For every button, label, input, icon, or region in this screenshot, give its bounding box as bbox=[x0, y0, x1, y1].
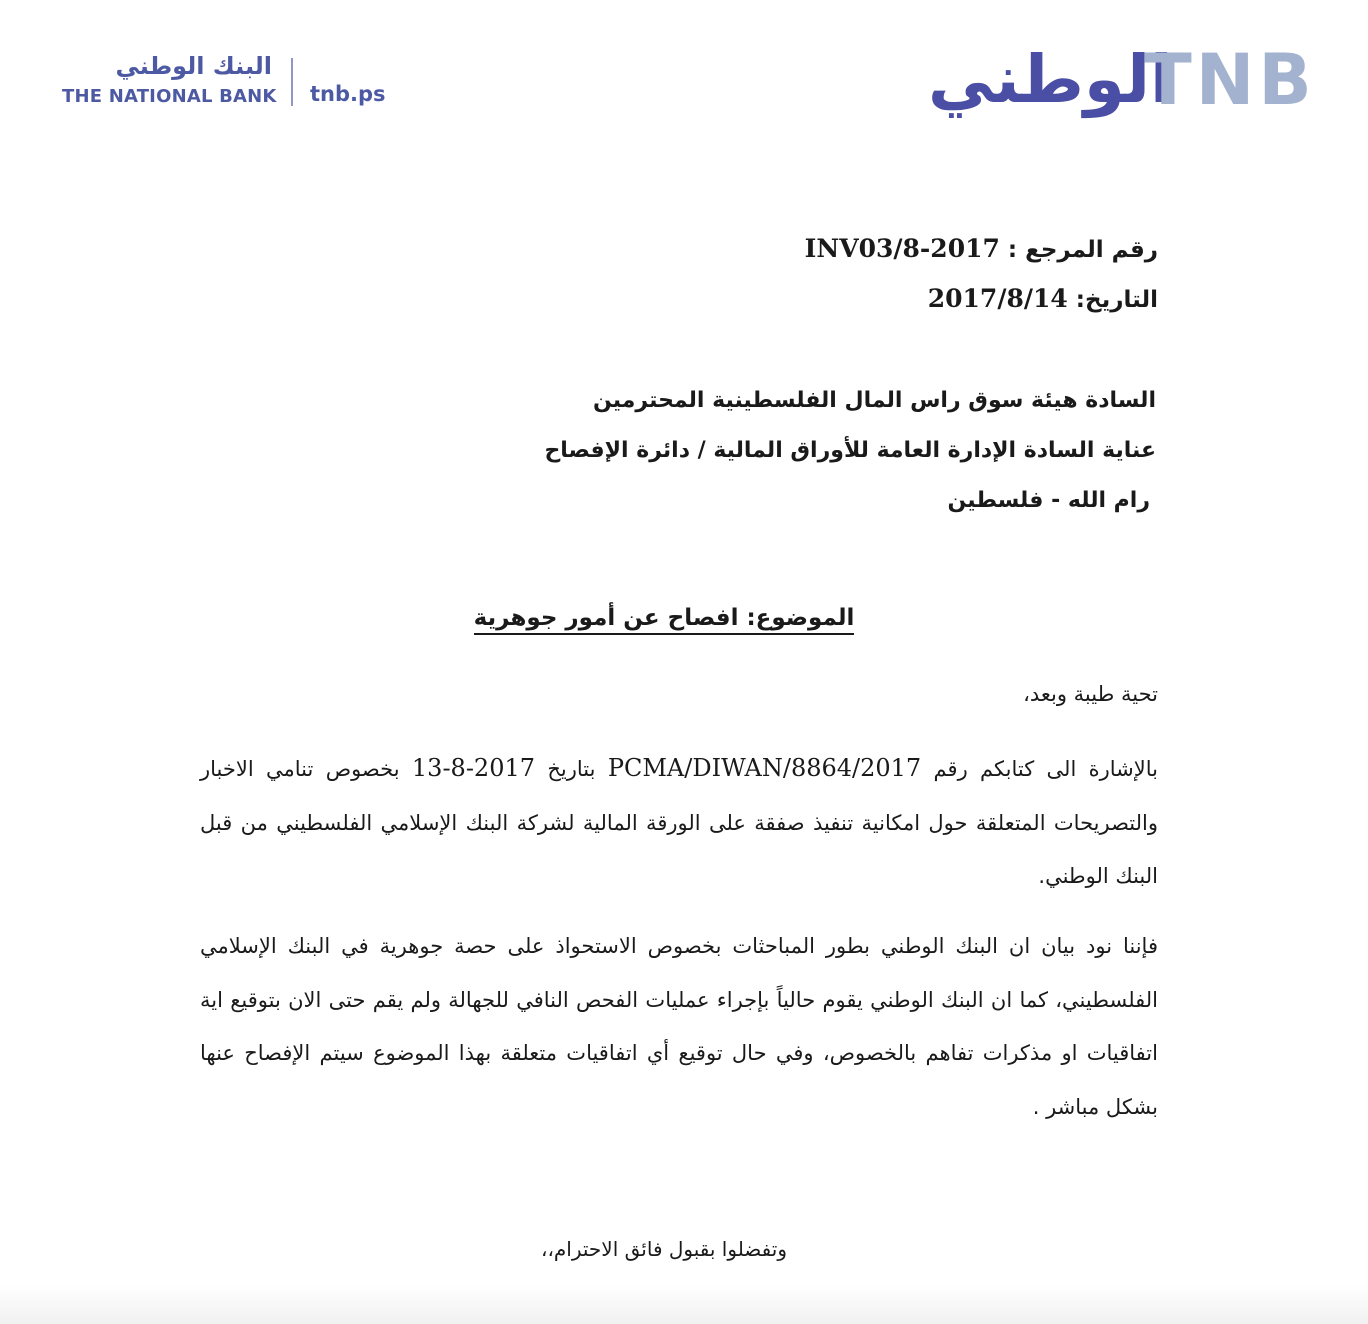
reference-label: رقم المرجع : bbox=[1007, 237, 1158, 263]
brand-divider bbox=[291, 58, 293, 106]
paragraph-1-part-1: بالإشارة الى كتابكم رقم bbox=[921, 757, 1158, 781]
tnb-logo bbox=[928, 39, 1316, 130]
paragraph-1-part-3: بخصوص تنامي الاخبار والتصريحات المتعلقة حول امكانية تنفيذ صفقة على الورقة المالية لشركة البنك الإسلامي الفلسطيني من قبل البنك الوطني. bbox=[200, 757, 1158, 888]
date-value: 2017/8/14 bbox=[927, 284, 1068, 313]
bank-website: tnb.ps bbox=[310, 82, 386, 106]
greeting: تحية طيبة وبعد، bbox=[1023, 682, 1158, 706]
body-paragraph-2: فإننا نود بيان ان البنك الوطني بطور المباحثات بخصوص الاستحواذ على حصة جوهرية في البنك الإسلامي الفلسطيني، كما ان البنك الوطني يقوم حالياً بإجراء عمليات الفحص النافي للجهالة ولم يقم حتى الان بتوقيع اية اتفاقيات او مذكرات تفاهم بالخصوص، وفي حال توقيع أي اتفاقيات متعلقة بهذا الموضوع سيتم الإفصاح عنها بشكل مباشر . bbox=[200, 934, 1158, 1119]
logo-latin-wordmark: TNB bbox=[1144, 39, 1316, 121]
closing-salutation: وتفضلوا بقبول فائق الاحترام،، bbox=[541, 1237, 787, 1261]
bank-name-arabic: البنك الوطني bbox=[115, 52, 272, 80]
date-label: التاريخ: bbox=[1075, 287, 1158, 313]
bank-brand-block bbox=[62, 52, 392, 112]
subject-text: الموضوع: افصاح عن أمور جوهرية bbox=[474, 605, 855, 635]
page-bottom-edge bbox=[0, 1284, 1368, 1324]
reference-value: INV03/8-2017 bbox=[804, 234, 1000, 263]
letter-date-ref: 13-8-2017 bbox=[411, 754, 536, 782]
subject-line bbox=[0, 605, 1368, 635]
letter-number: PCMA/DIWAN/8864/2017 bbox=[607, 754, 922, 782]
paragraph-1-part-2: بتاريخ bbox=[535, 757, 608, 781]
addressee-line-1: السادة هيئة سوق راس المال الفلسطينية المحترمين bbox=[593, 388, 1156, 413]
addressee-line-2: عناية السادة الإدارة العامة للأوراق المالية / دائرة الإفصاح bbox=[544, 438, 1156, 463]
body-paragraph-1 bbox=[200, 742, 1158, 904]
logo-arabic-wordmark: الوطني bbox=[928, 41, 1173, 118]
reference-number bbox=[805, 234, 1158, 263]
addressee-line-3: رام الله - فلسطين bbox=[947, 488, 1150, 513]
letter-date bbox=[928, 284, 1158, 313]
bank-name-english: THE NATIONAL BANK bbox=[62, 86, 277, 107]
